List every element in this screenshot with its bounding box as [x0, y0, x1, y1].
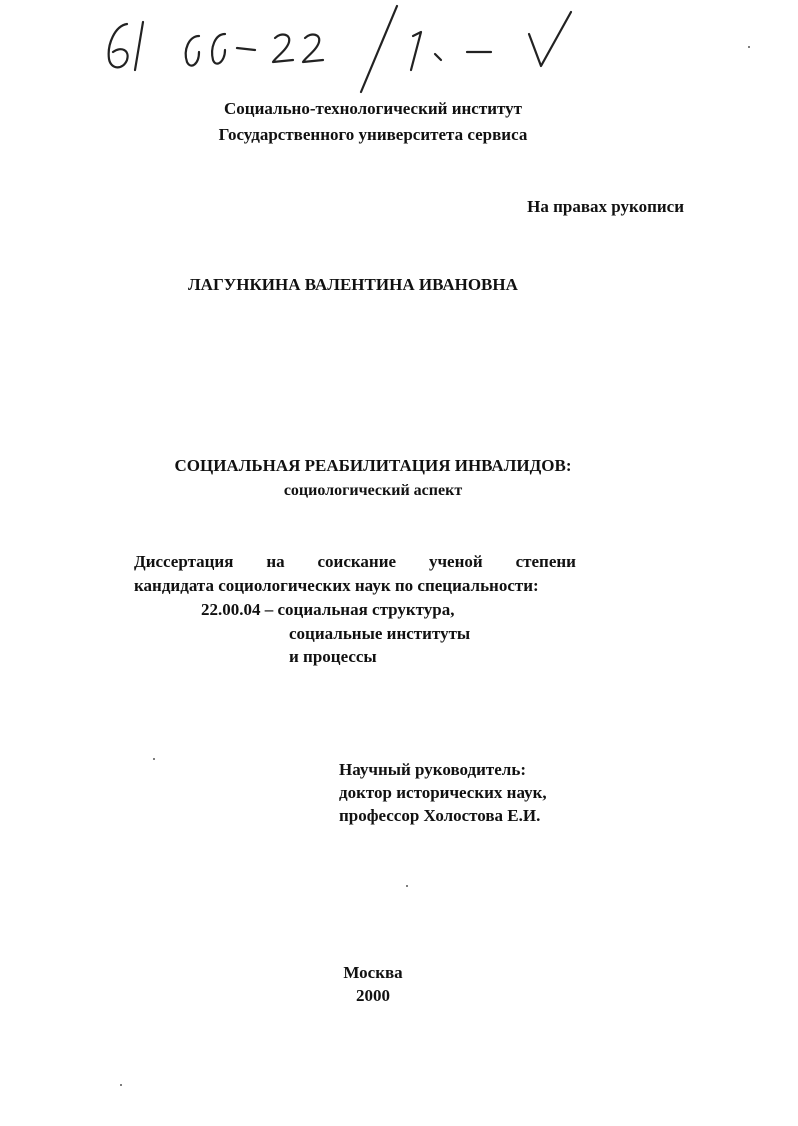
specialty-line-2: социальные институты — [289, 624, 471, 643]
word: ученой — [428, 552, 483, 571]
handwritten-archive-code — [95, 4, 595, 94]
institute-name: Социально-технологический институт — [224, 99, 522, 118]
supervisor-name: профессор Холостова Е.И. — [339, 806, 541, 825]
scan-speck — [748, 46, 750, 48]
university-name: Государственного университета сервиса — [218, 125, 528, 144]
scan-speck — [153, 758, 155, 760]
dissertation-title: СОЦИАЛЬНАЯ РЕАБИЛИТАЦИЯ ИНВАЛИДОВ: — [174, 456, 572, 475]
author-name: ЛАГУНКИНА ВАЛЕНТИНА ИВАНОВНА — [188, 275, 518, 294]
dissertation-subtitle: социологический аспект — [283, 482, 463, 499]
word: степени — [515, 552, 576, 571]
scan-speck — [406, 885, 408, 887]
word: на — [266, 552, 285, 571]
city: Москва — [343, 963, 403, 982]
manuscript-note: На правах рукописи — [527, 197, 684, 216]
year: 2000 — [356, 986, 390, 1005]
supervisor-label: Научный руководитель: — [339, 760, 526, 779]
dissertation-line-1 — [134, 552, 576, 572]
scan-speck — [120, 1084, 122, 1086]
word: Диссертация — [134, 552, 234, 571]
supervisor-degree: доктор исторических наук, — [339, 783, 547, 802]
specialty-code: 22.00.04 – социальная структура, — [201, 600, 455, 619]
word: соискание — [317, 552, 397, 571]
specialty-line-3: и процессы — [289, 647, 377, 666]
dissertation-line-2: кандидата социологических наук по специальности: — [134, 576, 539, 595]
